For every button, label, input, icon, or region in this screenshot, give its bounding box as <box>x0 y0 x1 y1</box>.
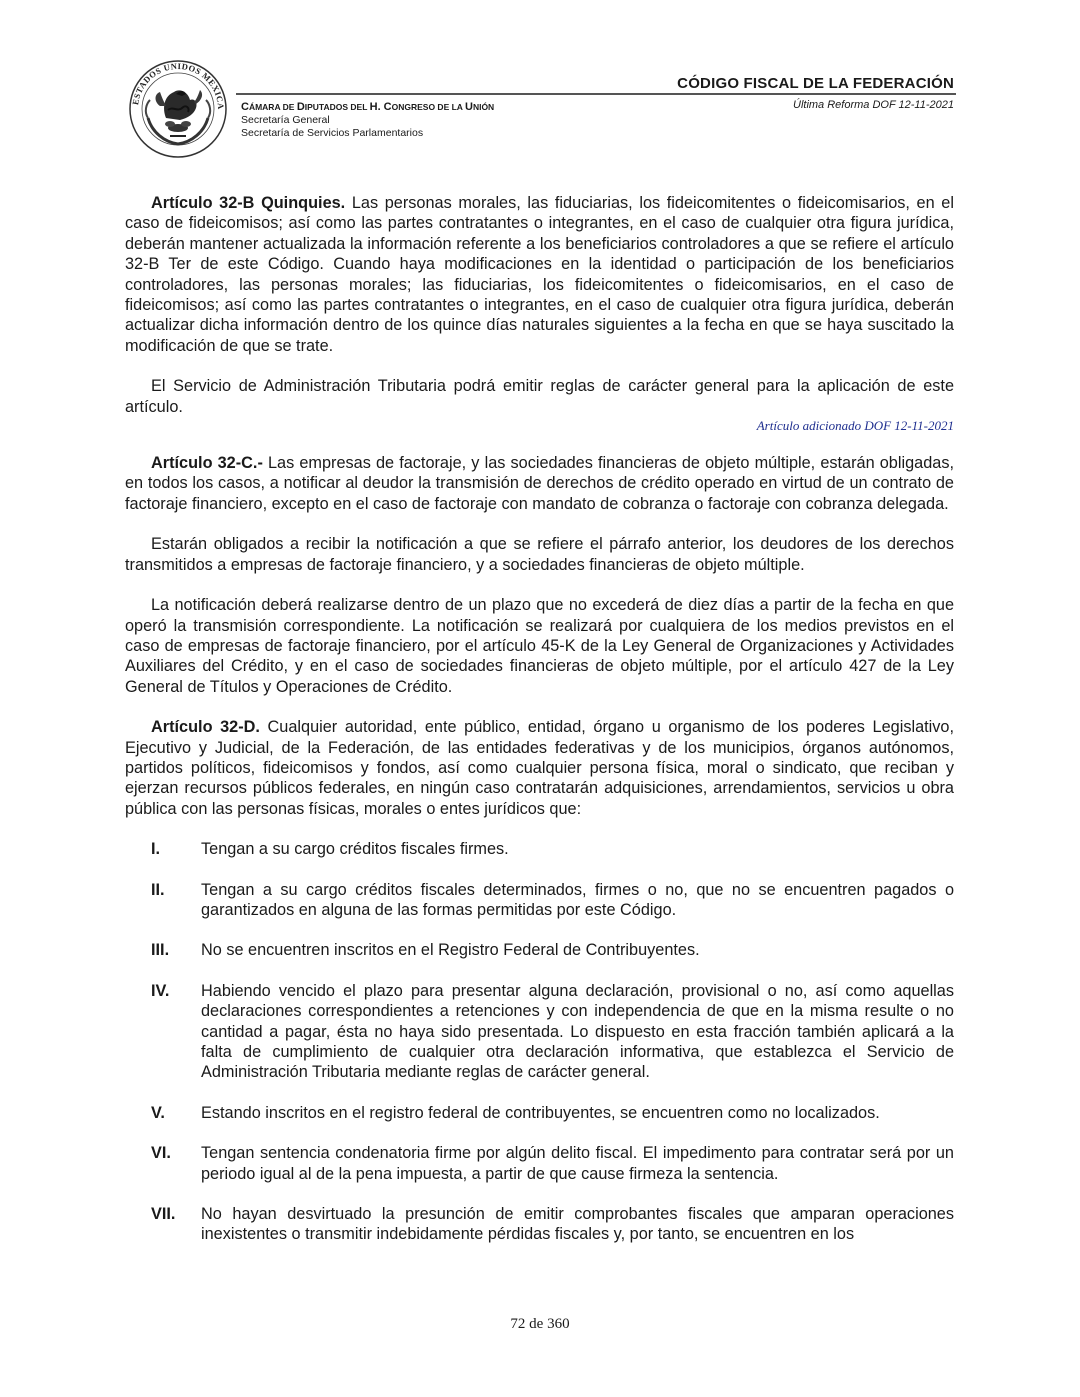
article-heading: Artículo 32-D. <box>151 718 260 737</box>
issuer-dept-parliamentary: Secretaría de Servicios Parlamentarios <box>241 127 424 139</box>
fraction-number: V. <box>151 1103 165 1122</box>
paragraph: Estarán obligados a recibir la notificación a que se refiere el párrafo anterior, los deudores de los derechos transmitidos a empresas de factoraje financiero, y a sociedades financieras de objeto múltiple. <box>125 535 954 574</box>
fraction-item <box>125 839 954 859</box>
paragraph: Artículo 32-D. Cualquier autoridad, ente público, entidad, órgano u organismo de los poderes Legislativo, Ejecutivo y Judicial, de la Federación, de las entidades federativas y de los municipios, órganos autónomos, partidos políticos, fideicomisos y fondos, así como cualquier persona física, moral o sindicato, que reciban y ejerzan recursos públicos federales, en ningún caso contratarán adquisiciones, arrendamientos, servicios u obra pública con las personas físicas, morales o entes jurídicos que: <box>125 718 954 818</box>
paragraph: Artículo 32-C.- Las empresas de factoraje, y las sociedades financieras de objeto múltiple, estarán obligadas, en todos los casos, a notificar al deudor la transmisión de derechos de crédito operado en virtud de un contrato de factoraje financiero, excepto en el caso de factoraje con mandato de cobranza o factoraje con cobranza delegada. <box>125 454 954 513</box>
fraction-number: II. <box>151 880 165 899</box>
article-heading: Artículo 32-C.- <box>151 454 263 473</box>
issuer-org: CÁMARA DE DIPUTADOS DEL H. CONGRESO DE LA UNIÓN <box>241 101 495 113</box>
paragraph: El Servicio de Administración Tributaria podrá emitir reglas de carácter general para la aplicación de este artículo. <box>125 377 954 416</box>
fraction-text: No hayan desvirtuado la presunción de emitir comprobantes fiscales que amparan operaciones inexistentes o transmitir indebidamente pérdidas fiscales y, por tanto, se encuentren en los <box>201 1205 954 1244</box>
last-reform-date: Última Reforma DOF 12-11-2021 <box>793 99 954 111</box>
fraction-number: III. <box>151 941 170 960</box>
fraction-text: Habiendo vencido el plazo para presentar alguna declaración, provisional o no, así como aquellas declaraciones correspondientes a retenciones y con independencia de que en la misma resulte o no cantidad a pagar, ésta no haya sido presentada. Lo dispuesto en esta fracción también aplicará a la falta de cumplimiento de cualquier otra declaración informativa, que establezca el Servicio de Administración Tributaria mediante reglas de carácter general. <box>201 981 954 1082</box>
mexico-seal-logo <box>124 58 232 160</box>
fraction-item <box>125 1204 954 1245</box>
fraction-text: Estando inscritos en el registro federal de contribuyentes, se encuentren como no localizados. <box>201 1103 880 1122</box>
svg-text:ESTADOS UNIDOS MEXICANOS: ESTADOS UNIDOS MEXICA <box>130 60 227 110</box>
issuer-block <box>241 101 494 140</box>
paragraph: Artículo 32-B Quinquies. Las personas morales, las fiduciarias, los fideicomitentes o fideicomisarios, en el caso de fideicomisos; así como las partes contratantes o integrantes, en el caso de cualquier otra figura jurídica, deberán mantener actualizada la información referente a los beneficiarios controladores a que se refiere el artículo 32-B Ter de este Código. Cuando haya modificaciones en la identidad o participación de los beneficiarios controladores, las personas morales; las fiduciarias, los fideicomitentes o fideicomisarios, en el caso de fideicomisos; así como las partes contratantes o integrantes, en el caso de cualquier otra figura jurídica, deberán actualizar dicha información dentro de los quince días naturales siguientes a la fecha en que se haya suscitado la modificación de que se trate. <box>125 194 954 355</box>
fraction-number: IV. <box>151 981 170 1000</box>
header-rule <box>236 93 956 95</box>
fraction-item <box>125 940 954 960</box>
fraction-number: I. <box>151 840 161 859</box>
page-number: 72 de 360 <box>510 1316 570 1332</box>
fraction-text: Tengan sentencia condenatoria firme por algún delito fiscal. El impedimento para contratar será por un periodo igual al de la pena impuesta, a partir de que cause firmeza la sentencia. <box>201 1144 954 1183</box>
amendment-note: Artículo adicionado DOF 12-11-2021 <box>756 418 954 434</box>
issuer-dept-general: Secretaría General <box>241 114 330 126</box>
fraction-number: VI. <box>151 1144 171 1163</box>
fraction-item <box>125 880 954 921</box>
fraction-number: VII. <box>151 1205 176 1224</box>
paragraph: La notificación deberá realizarse dentro de un plazo que no excederá de diez días a partir de la fecha en que operó la transmisión correspondiente. La notificación se realizará por cualquiera de los medios previstos en el caso de empresas de factoraje financiero, por el artículo 45-K de la Ley General de Organizaciones y Actividades Auxiliares del Crédito, y en el caso de sociedades financieras de objeto múltiple, por el artículo 427 de la Ley General de Títulos y Operaciones de Crédito. <box>125 596 954 696</box>
fraction-item <box>125 1143 954 1184</box>
article-heading: Artículo 32-B Quinquies. <box>151 194 346 212</box>
fraction-text: Tengan a su cargo créditos fiscales determinados, firmes o no, que no se encuentren pagados o garantizados en alguna de las formas permitidas por este Código. <box>201 880 954 919</box>
fraction-item <box>125 981 954 1083</box>
fraction-text: Tengan a su cargo créditos fiscales firmes. <box>201 840 509 859</box>
fraction-text: No se encuentren inscritos en el Registro Federal de Contribuyentes. <box>201 941 700 960</box>
fraction-item <box>125 1103 954 1123</box>
document-title: CÓDIGO FISCAL DE LA FEDERACIÓN <box>677 75 954 92</box>
document-body <box>125 193 954 1265</box>
document-header <box>677 75 954 111</box>
